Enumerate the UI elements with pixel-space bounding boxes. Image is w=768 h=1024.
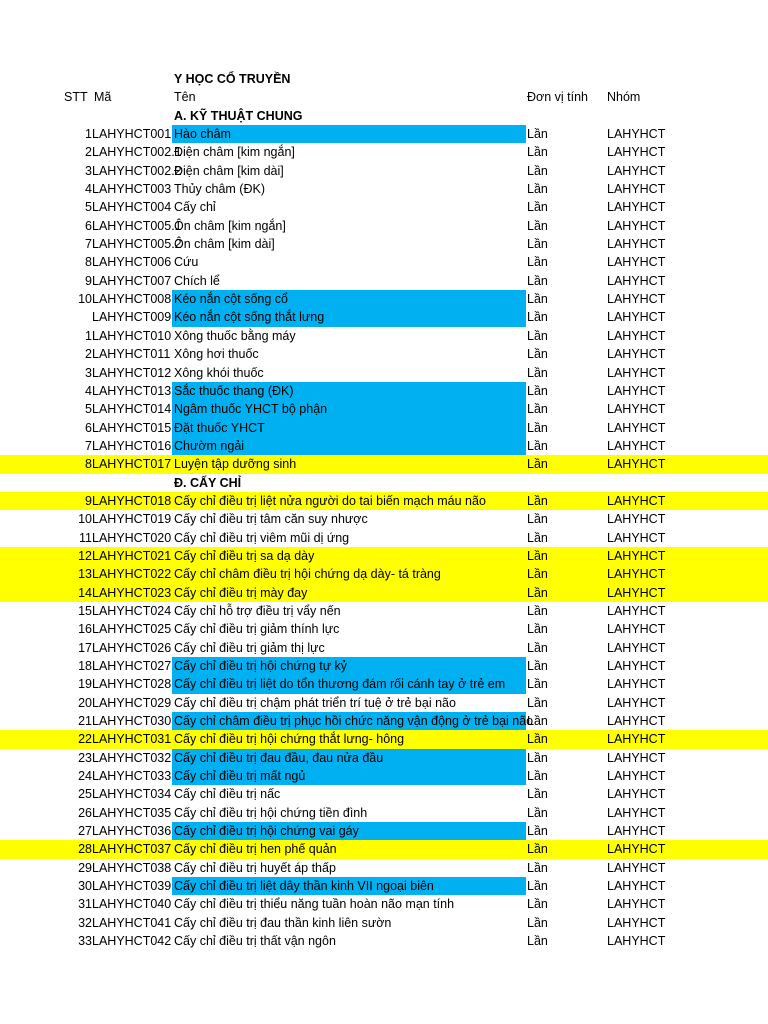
cell-group: LAHYHCT <box>607 603 666 618</box>
cell-unit: Lần <box>527 512 548 527</box>
table-row[interactable] <box>0 510 768 528</box>
cell-code: LAHYHCT036 <box>92 824 172 839</box>
cell-name: Sắc thuốc thang (ĐK) <box>172 382 526 400</box>
cell-code: LAHYHCT028 <box>92 677 172 692</box>
cell-code: LAHYHCT011 <box>92 347 171 362</box>
cell-unit: Lần <box>527 585 548 600</box>
cell-code: LAHYHCT001 <box>92 127 172 142</box>
cell-unit: Lần <box>527 347 548 362</box>
cell-name: Cấy chỉ điều trị mất ngủ <box>172 767 526 785</box>
table-row[interactable] <box>0 455 768 473</box>
cell-group: LAHYHCT <box>607 530 666 545</box>
cell-name: Cấy chỉ điều trị thất vận ngôn <box>174 934 336 949</box>
table-row[interactable] <box>0 180 768 198</box>
cell-code: LAHYHCT030 <box>92 714 172 729</box>
cell-name: Xông thuốc bằng máy <box>174 328 296 343</box>
cell-stt: 9 <box>85 273 92 288</box>
cell-group: LAHYHCT <box>607 879 666 894</box>
table-row[interactable] <box>0 620 768 638</box>
cell-group: LAHYHCT <box>607 677 666 692</box>
cell-group: LAHYHCT <box>607 182 666 197</box>
table-row[interactable] <box>0 345 768 363</box>
cell-unit: Lần <box>527 622 548 637</box>
sheet-title: Y HỌC CỔ TRUYỀN <box>174 72 291 86</box>
cell-name: Luyện tập dưỡng sinh <box>174 457 297 472</box>
cell-group: LAHYHCT <box>607 640 666 655</box>
cell-name: Cấy chỉ điều trị đau đầu, đau nửa đầu <box>172 749 526 767</box>
cell-group: LAHYHCT <box>607 805 666 820</box>
cell-group: LAHYHCT <box>607 769 666 784</box>
cell-unit: Lần <box>527 842 548 857</box>
cell-stt: 3 <box>85 163 92 178</box>
cell-group: LAHYHCT <box>607 273 666 288</box>
cell-stt <box>40 308 92 326</box>
cell-name: Cấy chỉ điều trị hen phế quản <box>174 842 337 857</box>
table-row[interactable] <box>0 785 768 803</box>
cell-group: LAHYHCT <box>607 548 666 563</box>
cell-group: LAHYHCT <box>607 512 666 527</box>
cell-unit: Lần <box>527 420 548 435</box>
table-row[interactable] <box>0 804 768 822</box>
cell-code: LAHYHCT020 <box>92 530 172 545</box>
cell-name: Điện châm [kim dài] <box>174 163 284 178</box>
cell-code: LAHYHCT041 <box>92 915 172 930</box>
table-row[interactable] <box>0 602 768 620</box>
table-row[interactable] <box>0 400 768 418</box>
cell-group: LAHYHCT <box>607 493 666 508</box>
cell-unit: Lần <box>527 640 548 655</box>
cell-stt: 11 <box>79 530 92 545</box>
cell-name: Đặt thuốc YHCT <box>172 419 526 437</box>
cell-stt: 28 <box>78 842 92 857</box>
cell-unit: Lần <box>527 292 548 307</box>
cell-code: LAHYHCT015 <box>92 420 172 435</box>
cell-group: LAHYHCT <box>607 842 666 857</box>
cell-code: LAHYHCT010 <box>92 328 172 343</box>
cell-stt: 31 <box>78 897 92 912</box>
cell-code: LAHYHCT040 <box>92 897 172 912</box>
cell-name: Hào châm <box>172 125 526 143</box>
cell-name: Cấy chỉ điều trị tâm căn suy nhược <box>174 512 368 527</box>
cell-unit: Lần <box>527 127 548 142</box>
cell-unit: Lần <box>527 750 548 765</box>
cell-name: Cứu <box>174 255 199 270</box>
cell-unit: Lần <box>527 182 548 197</box>
cell-code: LAHYHCT019 <box>92 512 172 527</box>
cell-unit: Lần <box>527 365 548 380</box>
cell-name: Ngâm thuốc YHCT bộ phận <box>172 400 526 418</box>
table-row[interactable] <box>0 639 768 657</box>
section-heading-a: A. KỸ THUẬT CHUNG <box>174 108 303 123</box>
table-row[interactable] <box>0 914 768 932</box>
cell-stt: 4 <box>85 182 92 197</box>
cell-stt: 18 <box>78 659 92 673</box>
cell-group: LAHYHCT <box>607 585 666 600</box>
table-row[interactable] <box>0 657 768 675</box>
cell-code: LAHYHCT037 <box>92 842 172 857</box>
cell-name: Thủy châm (ĐK) <box>174 182 265 197</box>
section-heading-d: Đ. CẤY CHỈ <box>174 475 242 490</box>
cell-unit: Lần <box>527 934 548 949</box>
cell-code: LAHYHCT009 <box>92 310 172 325</box>
cell-name: Cấy chỉ điều trị sa dạ dày <box>174 548 315 563</box>
cell-code: LAHYHCT017 <box>92 457 172 472</box>
cell-code: LAHYHCT004 <box>92 200 172 215</box>
cell-group: LAHYHCT <box>607 328 666 343</box>
cell-group: LAHYHCT <box>607 163 666 178</box>
cell-unit: Lần <box>527 915 548 930</box>
cell-unit: Lần <box>527 383 548 398</box>
cell-name: Cấy chỉ điều trị liệt dây thần kinh VII ngoại biên <box>172 877 526 895</box>
cell-name: Cấy chỉ điều trị liệt nửa người do tai biến mạch máu não <box>174 493 486 508</box>
cell-unit: Lần <box>527 897 548 912</box>
cell-stt: 17 <box>78 640 92 655</box>
cell-group: LAHYHCT <box>607 200 666 215</box>
section-a-rows <box>0 125 768 474</box>
cell-stt: 4 <box>85 383 92 398</box>
cell-group: LAHYHCT <box>607 934 666 949</box>
cell-group: LAHYHCT <box>607 750 666 765</box>
table-row[interactable] <box>0 419 768 437</box>
cell-name: Cấy chỉ điều trị thiểu năng tuần hoàn não mạn tính <box>174 897 455 912</box>
cell-unit: Lần <box>527 493 548 508</box>
cell-code: LAHYHCT023 <box>92 585 172 600</box>
cell-unit: Lần <box>527 237 548 252</box>
cell-unit: Lần <box>527 530 548 545</box>
header-unit: Đơn vị tính <box>527 90 588 105</box>
cell-name: Xông khói thuốc <box>174 365 264 380</box>
table-row[interactable] <box>0 125 768 143</box>
cell-stt: 5 <box>85 200 92 215</box>
table-row[interactable] <box>0 694 768 712</box>
table-row[interactable] <box>0 235 768 253</box>
cell-unit: Lần <box>527 787 548 802</box>
cell-name: Cấy chỉ <box>174 200 216 215</box>
cell-stt: 13 <box>78 567 92 582</box>
cell-stt: 8 <box>85 255 92 270</box>
cell-name: Cấy chỉ điều trị đau thần kinh liên sườn <box>174 915 392 930</box>
cell-code: LAHYHCT033 <box>92 769 172 784</box>
cell-name: Cấy chỉ điều trị giảm thị lực <box>174 640 325 655</box>
cell-stt: 33 <box>78 934 92 949</box>
cell-code: LAHYHCT032 <box>92 750 172 765</box>
table-row[interactable] <box>0 712 768 730</box>
cell-stt: 2 <box>85 145 92 160</box>
cell-name: Cấy chỉ điều trị mày đay <box>174 585 308 600</box>
cell-stt: 29 <box>78 860 92 875</box>
header-stt: STT <box>64 90 88 105</box>
table-row[interactable] <box>0 547 768 565</box>
cell-code: LAHYHCT026 <box>92 640 172 655</box>
cell-group: LAHYHCT <box>607 567 666 582</box>
cell-unit: Lần <box>527 200 548 215</box>
cell-stt: 10 <box>78 292 92 307</box>
cell-code: LAHYHCT006 <box>92 255 172 270</box>
table-row[interactable] <box>0 675 768 693</box>
cell-group: LAHYHCT <box>607 145 666 160</box>
cell-stt: 21 <box>78 714 92 729</box>
cell-stt: 3 <box>85 365 92 380</box>
cell-unit: Lần <box>527 824 548 839</box>
cell-name: Cấy chỉ điều trị nấc <box>174 787 281 802</box>
cell-group: LAHYHCT <box>607 915 666 930</box>
cell-stt: 9 <box>85 493 92 508</box>
table-row[interactable] <box>0 217 768 235</box>
cell-name: Xông hơi thuốc <box>174 347 259 362</box>
cell-unit: Lần <box>527 860 548 875</box>
table-row[interactable] <box>0 143 768 161</box>
cell-stt: 6 <box>85 420 92 435</box>
cell-name: Cấy chỉ điều trị giảm thính lực <box>174 622 340 637</box>
table-row[interactable] <box>0 822 768 840</box>
cell-unit: Lần <box>527 659 548 673</box>
cell-stt: 7 <box>85 438 92 453</box>
cell-group: LAHYHCT <box>607 365 666 380</box>
table-row[interactable] <box>0 529 768 547</box>
cell-stt: 7 <box>85 237 92 252</box>
table-row[interactable] <box>0 840 768 858</box>
table-row[interactable] <box>0 364 768 382</box>
cell-group: LAHYHCT <box>607 310 666 325</box>
table-row[interactable] <box>0 730 768 748</box>
cell-stt: 14 <box>78 585 92 600</box>
cell-name: Cấy chỉ điều trị hội chứng vai gáy <box>172 822 526 840</box>
cell-code: LAHYHCT016 <box>92 438 172 453</box>
cell-name: Cấy chỉ châm điều trị phục hồi chức năng vận động ở trẻ bại não <box>172 712 526 730</box>
cell-name: Cấy chỉ điều trị hội chứng tự kỷ <box>172 657 526 675</box>
table-row[interactable] <box>0 290 768 308</box>
cell-code: LAHYHCT042 <box>92 934 172 949</box>
cell-name: Cấy chỉ điều trị chậm phát triển trí tuệ ở trẻ bại não <box>174 695 456 710</box>
table-row[interactable] <box>0 272 768 290</box>
cell-group: LAHYHCT <box>607 218 666 233</box>
cell-group: LAHYHCT <box>607 860 666 875</box>
cell-code: LAHYHCT038 <box>92 860 172 875</box>
cell-code: LAHYHCT003 <box>92 182 172 197</box>
cell-group: LAHYHCT <box>607 732 666 747</box>
table-row[interactable] <box>0 308 768 326</box>
cell-code: LAHYHCT025 <box>92 622 172 637</box>
cell-unit: Lần <box>527 805 548 820</box>
cell-unit: Lần <box>527 438 548 453</box>
table-row[interactable] <box>0 327 768 345</box>
cell-name: Cấy chỉ điều trị hội chứng tiền đình <box>174 805 368 820</box>
cell-code: LAHYHCT029 <box>92 695 172 710</box>
table-row[interactable] <box>0 253 768 271</box>
spreadsheet <box>0 70 768 951</box>
header-code: Mã <box>94 90 112 105</box>
header-group: Nhóm <box>607 90 641 105</box>
cell-name: Kéo nắn cột sống cổ <box>172 290 526 308</box>
cell-group: LAHYHCT <box>607 292 666 307</box>
table-row[interactable] <box>0 877 768 895</box>
cell-code: LAHYHCT031 <box>92 732 172 747</box>
cell-name: Cấy chỉ điều trị hội chứng thắt lưng- hông <box>174 732 405 747</box>
cell-stt: 26 <box>78 805 92 820</box>
cell-name: Kéo nắn cột sống thắt lưng <box>172 308 526 326</box>
cell-code: LAHYHCT008 <box>92 292 172 307</box>
cell-name: Cấy chỉ điều trị huyết áp thấp <box>174 860 336 875</box>
section-d-rows <box>0 492 768 951</box>
cell-stt: 15 <box>78 603 92 618</box>
table-row[interactable] <box>0 565 768 583</box>
table-row[interactable] <box>0 859 768 877</box>
cell-stt: 32 <box>78 915 92 930</box>
cell-group: LAHYHCT <box>607 402 666 417</box>
cell-name: Chườm ngải <box>172 437 526 455</box>
cell-unit: Lần <box>527 732 548 747</box>
header-row <box>0 88 768 106</box>
cell-group: LAHYHCT <box>607 622 666 637</box>
table-row[interactable] <box>0 895 768 913</box>
cell-stt: 1 <box>85 328 92 343</box>
cell-unit: Lần <box>527 567 548 582</box>
table-row[interactable] <box>0 437 768 455</box>
cell-stt: 24 <box>78 769 92 784</box>
table-row[interactable] <box>0 382 768 400</box>
table-row[interactable] <box>0 492 768 510</box>
table-row[interactable] <box>0 198 768 216</box>
cell-stt: 22 <box>78 732 92 747</box>
cell-group: LAHYHCT <box>607 383 666 398</box>
cell-stt: 30 <box>78 879 92 894</box>
cell-group: LAHYHCT <box>607 438 666 453</box>
table-row[interactable] <box>0 584 768 602</box>
cell-code: LAHYHCT039 <box>92 879 172 894</box>
cell-code: LAHYHCT007 <box>92 273 172 288</box>
title-row <box>0 70 768 88</box>
cell-code: LAHYHCT005.1 <box>92 218 182 233</box>
cell-name: Điện châm [kim ngắn] <box>174 145 295 160</box>
cell-group: LAHYHCT <box>607 695 666 710</box>
cell-group: LAHYHCT <box>607 787 666 802</box>
cell-group: LAHYHCT <box>607 714 666 729</box>
cell-code: LAHYHCT024 <box>92 603 172 618</box>
cell-unit: Lần <box>527 603 548 618</box>
cell-name: Chích lể <box>174 273 220 288</box>
cell-group: LAHYHCT <box>607 255 666 270</box>
table-row[interactable] <box>0 932 768 950</box>
cell-group: LAHYHCT <box>607 237 666 252</box>
cell-group: LAHYHCT <box>607 127 666 142</box>
cell-stt: 2 <box>85 347 92 362</box>
cell-unit: Lần <box>527 879 548 894</box>
cell-stt: 27 <box>78 824 92 839</box>
cell-code: LAHYHCT018 <box>92 493 172 508</box>
cell-unit: Lần <box>527 714 548 729</box>
cell-group: LAHYHCT <box>607 420 666 435</box>
cell-code: LAHYHCT014 <box>92 402 172 417</box>
cell-unit: Lần <box>527 218 548 233</box>
cell-group: LAHYHCT <box>607 347 666 362</box>
cell-stt: 5 <box>85 402 92 417</box>
cell-unit: Lần <box>527 548 548 563</box>
cell-code: LAHYHCT002.2 <box>92 163 182 178</box>
cell-name: Ôn châm [kim dài] <box>174 237 275 252</box>
cell-unit: Lần <box>527 310 548 325</box>
cell-unit: Lần <box>527 677 548 692</box>
cell-unit: Lần <box>527 273 548 288</box>
cell-code: LAHYHCT002.1 <box>92 145 182 160</box>
header-name: Tên <box>174 90 196 105</box>
cell-name: Ôn châm [kim ngắn] <box>174 218 286 233</box>
table-row[interactable] <box>0 749 768 767</box>
cell-unit: Lần <box>527 145 548 160</box>
cell-stt: 20 <box>78 695 92 710</box>
cell-code: LAHYHCT027 <box>92 659 172 673</box>
cell-stt: 19 <box>78 677 92 692</box>
cell-group: LAHYHCT <box>607 897 666 912</box>
cell-stt: 10 <box>78 512 92 527</box>
cell-unit: Lần <box>527 695 548 710</box>
cell-stt: 6 <box>85 218 92 233</box>
cell-unit: Lần <box>527 769 548 784</box>
cell-code: LAHYHCT021 <box>92 548 172 563</box>
cell-stt: 16 <box>78 622 92 637</box>
table-row[interactable] <box>0 767 768 785</box>
cell-group: LAHYHCT <box>607 457 666 472</box>
cell-code: LAHYHCT034 <box>92 787 172 802</box>
cell-stt: 25 <box>78 787 92 802</box>
cell-name: Cấy chỉ điều trị viêm mũi dị ứng <box>174 530 350 545</box>
cell-name: Cấy chỉ điều trị liệt do tổn thương đám rối cánh tay ở trẻ em <box>172 675 526 693</box>
table-row[interactable] <box>0 162 768 180</box>
cell-unit: Lần <box>527 328 548 343</box>
cell-code: LAHYHCT035 <box>92 805 172 820</box>
cell-code: LAHYHCT013 <box>92 383 172 398</box>
cell-stt: 1 <box>85 127 92 142</box>
cell-stt: 12 <box>78 548 92 563</box>
cell-unit: Lần <box>527 457 548 472</box>
cell-unit: Lần <box>527 255 548 270</box>
section-a-row <box>0 107 768 125</box>
cell-code: LAHYHCT022 <box>92 567 172 582</box>
cell-name: Cấy chỉ hỗ trợ điều trị vẩy nến <box>174 603 341 618</box>
cell-group: LAHYHCT <box>607 659 666 673</box>
cell-code: LAHYHCT012 <box>92 365 172 380</box>
cell-stt: 8 <box>85 457 92 472</box>
section-d-row <box>0 474 768 492</box>
cell-code: LAHYHCT005.2 <box>92 237 182 252</box>
cell-unit: Lần <box>527 163 548 178</box>
cell-name: Cấy chỉ châm điều trị hội chứng dạ dày- tá tràng <box>174 567 441 582</box>
cell-stt: 23 <box>78 750 92 765</box>
cell-unit: Lần <box>527 402 548 417</box>
cell-group: LAHYHCT <box>607 824 666 839</box>
